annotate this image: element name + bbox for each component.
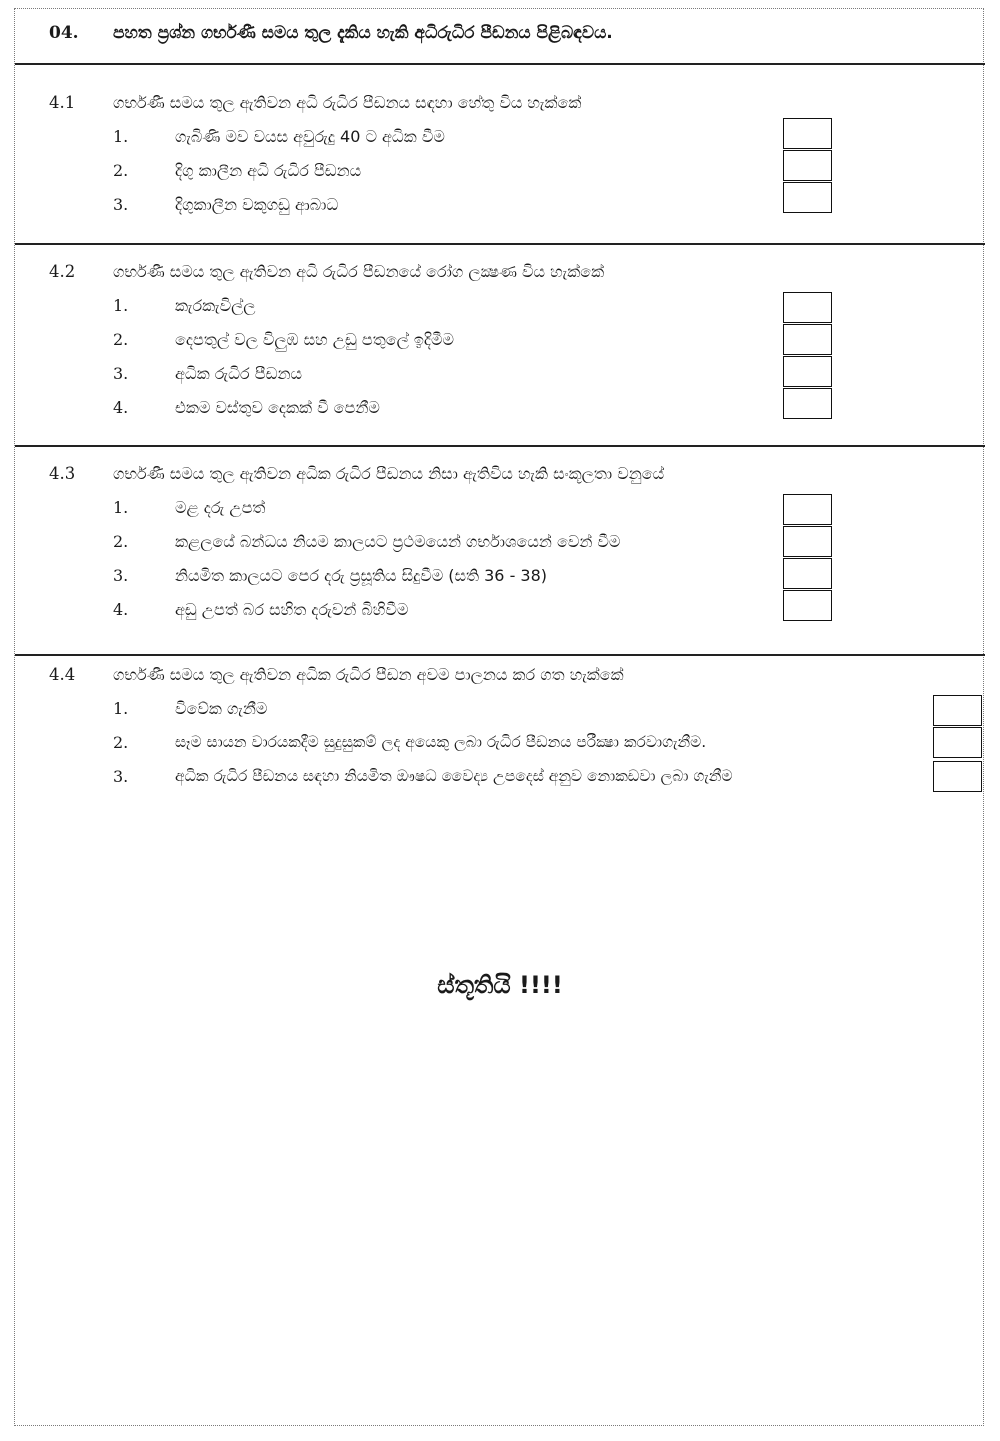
option-number: 3.: [113, 767, 129, 786]
answer-option: [15, 532, 985, 565]
answer-box[interactable]: [783, 558, 832, 589]
divider: [15, 654, 985, 656]
option-number: 3.: [113, 195, 129, 214]
divider: [15, 445, 985, 447]
answer-box[interactable]: [933, 695, 982, 726]
answer-box[interactable]: [783, 526, 832, 557]
option-text: කළලයේ බන්ධය නියම කාලයට ප්‍රථමයෙන් ගර්භාශයෙන් වෙන් වීම: [175, 532, 621, 551]
answer-option: [15, 330, 985, 363]
answer-box[interactable]: [783, 590, 832, 621]
section-title: ගර්භණී සමය තුල ඇතිවන අධි රුධිර පීඩනය සඳහා හේතු විය හැක්කේ: [113, 93, 582, 112]
option-text: අඩු උපත් බර සහිත දරුවන් බිහිවීම: [175, 600, 409, 619]
section-title: ගර්භණී සමය තුල ඇතිවන අධික රුධිර පීඩනය නිසා ඇතිවිය හැකි සංකූලතා වනුයේ: [113, 464, 665, 483]
section-number: 4.4: [49, 665, 76, 684]
option-number: 1.: [113, 699, 129, 718]
option-number: 2.: [113, 330, 129, 349]
section-title: ගර්භණී සමය තුල ඇතිවන අධි රුධිර පීඩනයේ රෝග ලක්‍ෂණ විය හැක්කේ: [113, 262, 605, 281]
answer-option: [15, 498, 985, 531]
answer-box[interactable]: [783, 494, 832, 525]
document-page: [14, 8, 984, 1426]
answer-box[interactable]: [783, 324, 832, 355]
section-number: 4.1: [49, 93, 76, 112]
section-number: 4.3: [49, 464, 76, 483]
option-number: 3.: [113, 566, 129, 585]
option-text: සෑම සායන වාරයකදීම සුදුසුකම් ලද අයෙකු ලබා රුධිර පීඩනය පරීක්‍ෂා කරවාගැනීම.: [175, 733, 707, 751]
question-number: 04.: [49, 23, 79, 43]
option-text: දිගු කාලීන අධි රුධිර පීඩනය: [175, 161, 362, 180]
option-number: 4.: [113, 600, 129, 619]
answer-box[interactable]: [783, 356, 832, 387]
option-number: 2.: [113, 532, 129, 551]
closing-thanks: ස්තූතියි !!!!: [437, 971, 563, 999]
answer-box[interactable]: [783, 388, 832, 419]
answer-option: [15, 296, 985, 329]
option-text: දෙපතුල් වල විලුඹ සහ උඩු පතුලේ ඉදිමීම: [175, 330, 455, 349]
option-number: 1.: [113, 127, 129, 146]
option-number: 4.: [113, 398, 129, 417]
section-number: 4.2: [49, 262, 76, 281]
option-text: මළ දරු උපත්: [175, 498, 266, 517]
answer-option: [15, 161, 985, 194]
answer-option: [15, 195, 985, 228]
answer-option: [15, 600, 985, 633]
question-header: [15, 23, 985, 65]
option-text: විවේක ගැනීම: [175, 699, 268, 718]
option-text: අධික රුධිර පීඩනය: [175, 364, 302, 383]
answer-option: [15, 733, 985, 766]
answer-option: [15, 699, 985, 732]
section-title: ගර්භණී සමය තුල ඇතිවන අධික රුධිර පීඩන අවම පාලනය කර ගත හැක්කේ: [113, 665, 624, 684]
answer-box[interactable]: [783, 182, 832, 213]
answer-option: [15, 127, 985, 160]
answer-box[interactable]: [783, 118, 832, 149]
answer-box[interactable]: [783, 150, 832, 181]
answer-box[interactable]: [933, 727, 982, 758]
option-text: අධික රුධිර පීඩනය සඳහා නියමිත ඖෂධ වෛද්‍ය උපදෙස් අනුව නොකඩවා ලබා ගැනීම: [175, 767, 733, 785]
option-text: ගැබිණි මව වයස අවුරුදු 40 ට අධික වීම: [175, 127, 445, 146]
divider: [15, 63, 985, 65]
option-text: නියමිත කාලයට පෙර දරු ප්‍රසූතිය සිදුවීම (සති 36 - 38): [175, 566, 548, 585]
answer-box[interactable]: [783, 292, 832, 323]
option-text: එකම වස්තුව දෙකක් වී පෙනීම: [175, 398, 380, 417]
option-number: 1.: [113, 498, 129, 517]
option-number: 2.: [113, 161, 129, 180]
answer-box[interactable]: [933, 761, 982, 792]
answer-option: [15, 364, 985, 397]
option-number: 2.: [113, 733, 129, 752]
option-number: 3.: [113, 364, 129, 383]
answer-option: [15, 767, 985, 800]
divider: [15, 243, 985, 245]
option-text: දිගුකාලීන වකුගඩු ආබාධ: [175, 195, 339, 214]
answer-option: [15, 398, 985, 431]
answer-option: [15, 566, 985, 599]
option-text: කැරකැවිල්ල: [175, 296, 256, 315]
option-number: 1.: [113, 296, 129, 315]
question-title: පහත ප්‍රශ්න ගර්භණී සමය තුල දැකිය හැකි අධිරුධිර පීඩනය පිළිබඳවය.: [113, 23, 613, 43]
